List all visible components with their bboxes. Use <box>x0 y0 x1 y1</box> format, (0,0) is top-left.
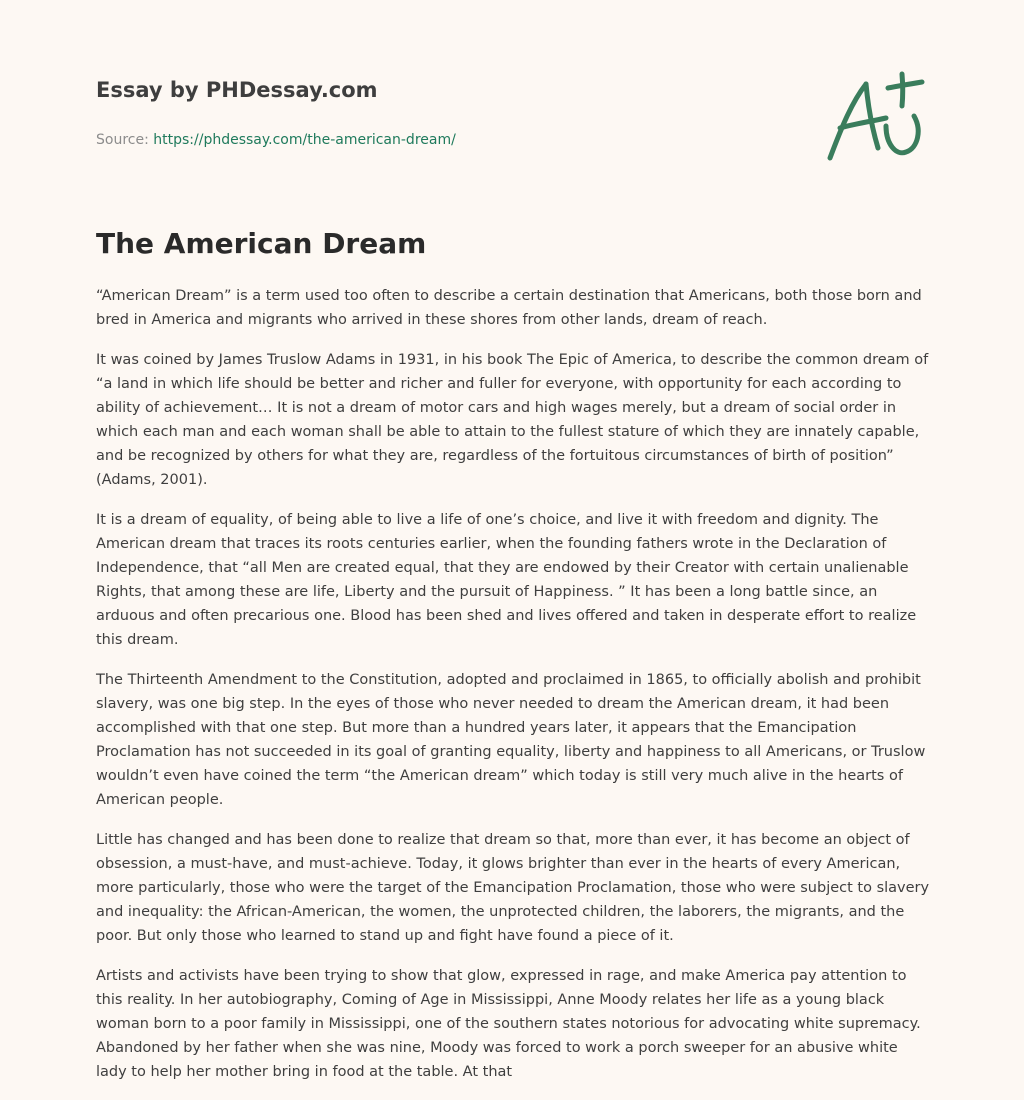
source-label: Source: <box>96 132 154 148</box>
site-brand: Essay by PHDessay.com <box>96 78 378 102</box>
essay-paragraph: Artists and activists have been trying to show that glow, expressed in rage, and make America pay attention to this reality. In her autobiography, Coming of Age in Mississippi, Anne Moody relates her life as a young black woman born to a poor family in Mississippi, one of the southern states notorious for advocating white supremacy. Abandoned by her father when she was nine, Moody was forced to work a porch sweeper for an abusive white lady to help her mother bring in food at the table. At that <box>96 968 921 1080</box>
essay-header <box>96 76 936 150</box>
essay-paragraph: Little has changed and has been done to realize that dream so that, more than ever, it has become an object of obsession, a must-have, and must-achieve. Today, it glows brighter than ever in the hearts of every American, more particularly, those who were the target of the Emancipation Proclamation, those who were subject to slavery and inequality: the African-American, the women, the unprotected children, the laborers, the migrants, and the poor. But only those who learned to stand up and fight have found a piece of it. <box>96 832 930 944</box>
source-line <box>96 130 936 150</box>
essay-paragraph: It was coined by James Truslow Adams in 1931, in his book The Epic of America, to describe the common dream of “a land in which life should be better and richer and fuller for everyone, with opportunity for each according to ability of achievement… It is not a dream of motor cars and high wages merely, but a dream of social order in which each man and each woman shall be able to attain to the fullest stature of which they are innately capable, and be recognized by others for what they are, regardless of the fortuitous circumstances of birth of position” (Adams, 2001). <box>96 352 929 488</box>
essay-body <box>96 284 932 1100</box>
essay-title: The American Dream <box>96 227 427 260</box>
essay-paragraph: The Thirteenth Amendment to the Constitution, adopted and proclaimed in 1865, to officially abolish and prohibit slavery, was one big step. In the eyes of those who never needed to dream the American dream, it had been accomplished with that one step. But more than a hundred years later, it appears that the Emancipation Proclamation has not succeeded in its goal of granting equality, liberty and happiness to all Americans, or Truslow wouldn’t even have coined the term “the American dream” which today is still very much alive in the hearts of American people. <box>96 672 926 808</box>
essay-paragraph: It is a dream of equality, of being able to live a life of one’s choice, and live it with freedom and dignity. The American dream that traces its roots centuries earlier, when the founding fathers wrote in the Declaration of Independence, that “all Men are created equal, that they are endowed by their Creator with certain unalienable Rights, that among these are life, Liberty and the pursuit of Happiness. ” It has been a long battle since, an arduous and often precarious one. Blood has been shed and lives offered and taken in desperate effort to realize this dream. <box>96 512 917 648</box>
source-link[interactable]: https://phdessay.com/the-american-dream/ <box>153 132 456 148</box>
essay-paragraph: “American Dream” is a term used too often to describe a certain destination that Americans, both those born and bred in America and migrants who arrived in these shores from other lands, dream of reach. <box>96 288 922 328</box>
a-plus-logo-icon <box>822 66 932 166</box>
